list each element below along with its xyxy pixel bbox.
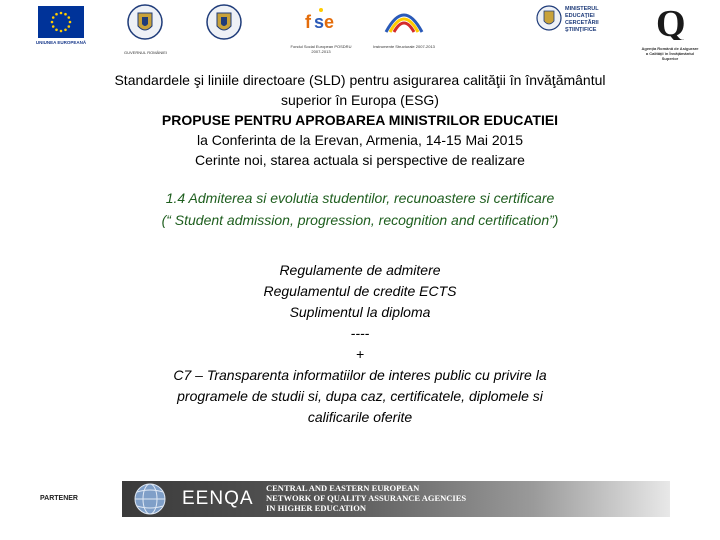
svg-text:f: f [305,12,311,32]
eenqa-name: EENQA [182,488,254,509]
list-item: calificarile oferite [307,409,413,425]
fse-icon [301,4,341,38]
title-line-1: Standardele şi liniile directoare (SLD) pentru asigurarea calităţii în învăţământul [114,72,606,88]
logo-strip [0,0,720,66]
slide-title [40,70,680,170]
content-list [40,260,680,428]
ministry-caption: MINISTERUL EDUCAŢIEI CERCETĂRII ŞTIINŢIFICE [565,6,599,33]
section-line-2: (“ Student admission, progression, recognition and certification”) [161,212,559,228]
coat-of-arms-icon [536,4,562,36]
svg-text:e: e [324,12,335,32]
guvern-caption: GUVERNUL ROMÂNIEI [124,50,167,55]
list-item: Regulamentul de credite ECTS [263,283,457,299]
svg-text:s: s [314,12,325,32]
partener-label: PARTENER [40,495,78,502]
list-separator: ---- [350,325,370,341]
title-line-5: Cerinte noi, starea actuala si perspective de realizare [195,152,525,168]
coat-of-arms-icon [127,4,163,44]
list-item: Suplimentul la diploma [289,304,431,320]
list-item: Regulamente de admitere [279,262,441,278]
title-line-3: PROPUSE PENTRU APROBAREA MINISTRILOR EDUCATIEI [161,112,559,128]
svg-text:Q: Q [656,4,686,40]
fse-logo [286,4,356,54]
aracis-logo [640,4,700,61]
ministry-logo [536,4,616,36]
is-caption: Instrumente Structurale 2007-2013 [373,44,435,49]
guvern-logo [124,4,167,55]
fse-caption: Fondul Social European POSDRU 2007-2013 [290,44,352,54]
eu-caption: UNIUNEA EUROPEANĂ [35,40,87,45]
eu-flag-logo [38,6,84,38]
ministry-arms-logo [206,4,242,49]
title-line-4: la Conferinta de la Erevan, Armenia, 14-15 Mai 2015 [196,132,524,148]
title-line-2: superior în Europa (ESG) [281,92,439,108]
globe-icon [130,482,170,516]
list-item: programele de studii si, dupa caz, certificatele, diplomele si [177,388,543,404]
list-item: C7 – Transparenta informatiilor de interes public cu privire la [173,367,547,383]
eenqa-line-1: CENTRAL AND EASTERN EUROPEAN [266,483,420,493]
structural-instruments-icon [382,4,426,38]
aracis-caption: Agenţia Română de Asigurare a Calităţii în Învăţământul Superior [641,46,699,61]
eenqa-line-2: NETWORK OF QUALITY ASSURANCE AGENCIES [266,493,467,503]
eenqa-description [266,483,466,513]
section-line-1: 1.4 Admiterea si evolutia studentilor, recunoastere si certificare [165,190,555,206]
instrumente-structurale-logo [368,4,440,49]
aracis-q-icon [652,4,688,40]
eenqa-line-3: IN HIGHER EDUCATION [266,503,366,513]
list-plus: + [355,346,365,362]
section-heading [40,187,680,231]
coat-of-arms-icon [206,4,242,44]
